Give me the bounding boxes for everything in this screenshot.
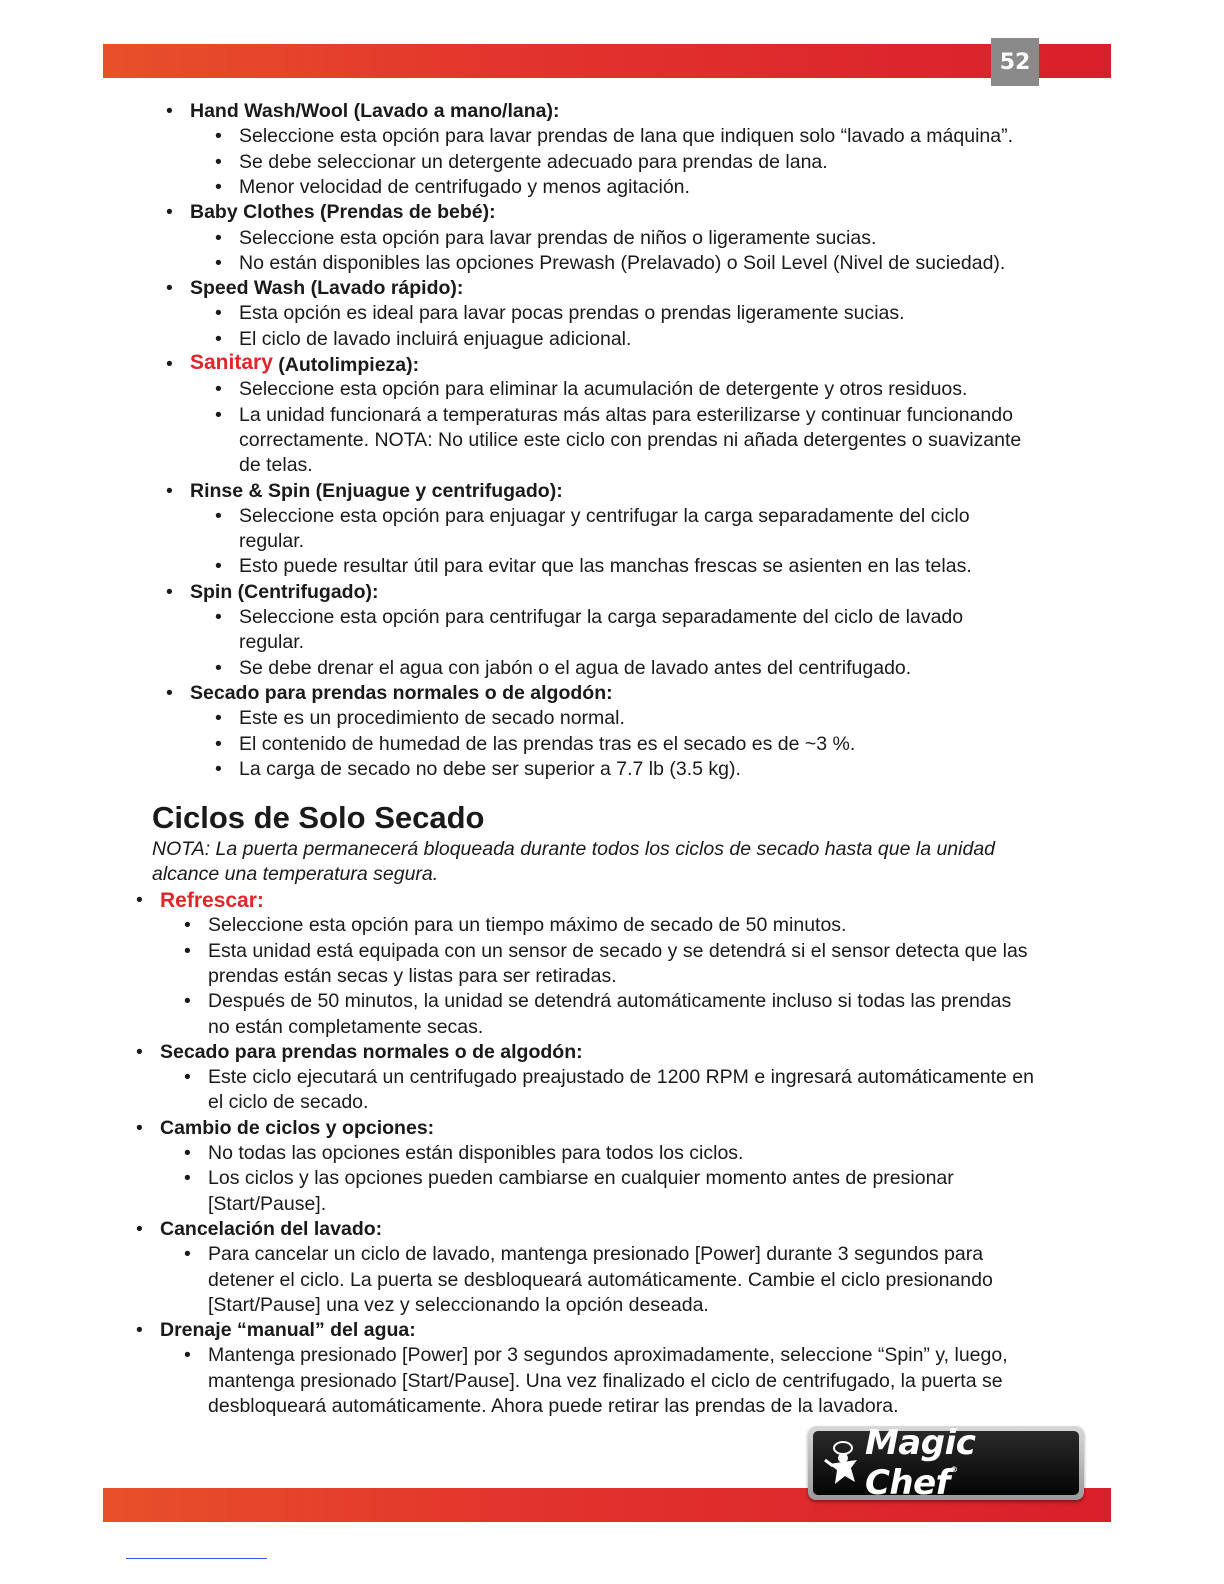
dry-detail-text: no están completamente secas. xyxy=(208,1015,484,1038)
dry-detail-text: Este ciclo ejecutará un centrifugado preajustado de 1200 RPM e ingresará automáticamente en xyxy=(208,1066,1034,1089)
bullet-icon: • xyxy=(215,327,222,350)
dry-detail-text: Esta unidad está equipada con un sensor de secado y se detendrá si el sensor detecta que las xyxy=(208,939,1028,962)
dry-heading xyxy=(136,1217,383,1242)
bullet-icon: • xyxy=(215,606,222,628)
cycle-detail xyxy=(215,757,741,782)
cycle-detail-text: El contenido de humedad de las prendas tras es el secado es de ~3 %. xyxy=(239,732,856,755)
cycle-detail-text: Seleccione esta opción para enjuagar y centrifugar la carga separadamente del ciclo xyxy=(239,504,970,527)
cycle-heading-text: Spin (Centrifugado): xyxy=(190,580,379,603)
dry-detail-text: el ciclo de secado. xyxy=(208,1091,369,1114)
bullet-icon: • xyxy=(215,757,222,780)
cycle-detail-text: Seleccione esta opción para eliminar la acumulación de detergente y otros residuos. xyxy=(239,378,968,401)
cycle-detail xyxy=(215,150,828,175)
dry-detail xyxy=(208,1268,993,1293)
section-note: NOTA: La puerta permanecerá bloqueada durante todos los ciclos de secado hasta que la unidad xyxy=(152,838,996,860)
bullet-icon: • xyxy=(215,175,222,198)
cycle-heading-text: Speed Wash (Lavado rápido): xyxy=(190,277,464,300)
cycle-detail xyxy=(215,504,970,529)
bullet-icon: • xyxy=(136,1116,143,1139)
bullet-icon: • xyxy=(215,555,222,578)
cycle-detail-text: Seleccione esta opción para lavar prendas de niños o ligeramente sucias. xyxy=(239,226,877,249)
dry-heading xyxy=(136,1318,416,1343)
cycle-detail-text: Se debe seleccionar un detergente adecuado para prendas de lana. xyxy=(239,150,828,173)
page-number: 52 xyxy=(991,38,1039,86)
dry-detail xyxy=(184,1141,744,1166)
bullet-icon: • xyxy=(215,504,222,527)
cycle-detail xyxy=(239,630,304,655)
cycle-detail xyxy=(215,327,632,352)
footer-link-underline xyxy=(126,1558,267,1559)
bullet-icon: • xyxy=(215,125,222,148)
bullet-icon: • xyxy=(215,656,222,679)
dry-detail-text: Para cancelar un ciclo de lavado, mantenga presionado [Power] durante 3 segundos para xyxy=(208,1243,984,1266)
dry-detail xyxy=(208,1015,483,1040)
dry-detail xyxy=(184,913,847,938)
cycle-detail-text: Esto puede resultar útil para evitar que las manchas frescas se asienten en las telas. xyxy=(239,555,972,578)
cycle-heading-text: Baby Clothes (Prendas de bebé): xyxy=(190,201,496,224)
bullet-icon: • xyxy=(184,1167,191,1190)
cycle-detail xyxy=(215,301,905,326)
bullet-icon: • xyxy=(184,1243,191,1266)
dry-detail-text: Los ciclos y las opciones pueden cambiarse en cualquier momento antes de presionar xyxy=(208,1167,954,1190)
section-note: alcance una temperatura segura. xyxy=(152,863,439,886)
bullet-icon: • xyxy=(166,353,173,375)
cycle-detail-text: La carga de secado no debe ser superior a 7.7 lb (3.5 kg). xyxy=(239,757,741,780)
dry-detail-text: prendas están secas y listas para ser retiradas. xyxy=(208,964,617,987)
bullet-icon: • xyxy=(215,302,222,325)
dry-heading-highlight: Refrescar: xyxy=(160,889,264,912)
bullet-icon: • xyxy=(166,681,173,704)
cycle-detail xyxy=(215,706,625,731)
cycle-detail-text: Este es un procedimiento de secado normal. xyxy=(239,707,625,730)
dry-detail xyxy=(184,1065,1034,1090)
cycle-detail-text: de telas. xyxy=(239,454,313,477)
logo-wordmark: Magic Chef® xyxy=(864,1423,976,1503)
dry-detail-text: Después de 50 minutos, la unidad se detendrá automáticamente incluso si todas las prendas xyxy=(208,990,1012,1013)
bullet-icon: • xyxy=(136,1040,143,1063)
cycle-heading-highlight: Sanitary xyxy=(190,351,273,374)
cycle-heading-text: Secado para prendas normales o de algodón: xyxy=(190,681,613,704)
bullet-icon: • xyxy=(215,226,222,249)
dry-detail xyxy=(208,1369,1003,1394)
bullet-icon: • xyxy=(215,403,222,426)
bullet-icon: • xyxy=(136,1319,143,1342)
cycle-heading xyxy=(166,681,613,706)
bullet-icon: • xyxy=(184,1344,191,1367)
cycle-detail-text: La unidad funcionará a temperaturas más altas para esterilizarse y continuar funcionando xyxy=(239,403,1013,426)
cycle-detail-text: regular. xyxy=(239,631,305,654)
dry-detail-text: [Start/Pause]. xyxy=(208,1192,327,1215)
dry-detail-text: No todas las opciones están disponibles para todos los ciclos. xyxy=(208,1142,744,1164)
dry-detail xyxy=(208,964,617,989)
dry-detail-text: Mantenga presionado [Power] por 3 segundos aproximadamente, seleccione “Spin” y, luego, xyxy=(208,1344,1008,1367)
cycle-detail xyxy=(215,175,690,200)
cycle-detail-text: regular. xyxy=(239,530,305,553)
cycle-heading xyxy=(166,580,379,605)
bullet-icon: • xyxy=(215,251,222,274)
cycle-detail-text: Seleccione esta opción para lavar prendas de lana que indiquen solo “lavado a máquina”. xyxy=(239,125,1014,148)
bullet-icon: • xyxy=(184,1066,191,1089)
cycle-heading-text: (Autolimpieza): xyxy=(278,354,420,376)
bullet-icon: • xyxy=(166,479,173,502)
bullet-icon: • xyxy=(136,889,143,911)
cycle-detail xyxy=(215,554,972,579)
dry-heading xyxy=(136,888,264,914)
bullet-icon: • xyxy=(215,378,222,401)
cycle-detail xyxy=(215,124,1014,149)
cycle-heading xyxy=(166,479,563,504)
bullet-icon: • xyxy=(136,1217,143,1240)
dry-detail-text: Seleccione esta opción para un tiempo máximo de secado de 50 minutos. xyxy=(208,914,847,937)
cycle-detail-text: Se debe drenar el agua con jabón o el agua de lavado antes del centrifugado. xyxy=(239,656,912,679)
dry-detail xyxy=(184,1242,984,1267)
cycle-detail xyxy=(215,226,877,251)
dry-detail-text: desbloqueará automáticamente. Ahora puede retirar las prendas de la lavadora. xyxy=(208,1395,899,1417)
dry-heading-text: Secado para prendas normales o de algodón: xyxy=(160,1040,583,1063)
cycle-heading xyxy=(166,99,560,124)
bullet-icon: • xyxy=(215,732,222,755)
magic-chef-logo xyxy=(808,1423,1084,1503)
cycle-detail xyxy=(215,656,912,681)
bullet-icon: • xyxy=(215,150,222,173)
bullet-icon: • xyxy=(215,707,222,730)
dry-detail xyxy=(184,989,1012,1014)
cycle-detail xyxy=(239,428,1021,453)
dry-detail xyxy=(184,1166,954,1191)
cycle-detail xyxy=(215,403,1013,428)
cycle-heading xyxy=(166,351,420,378)
bullet-icon: • xyxy=(184,939,191,962)
dry-detail xyxy=(208,1293,709,1318)
dry-heading-text: Cambio de ciclos y opciones: xyxy=(160,1116,435,1139)
cycle-heading-text: Hand Wash/Wool (Lavado a mano/lana): xyxy=(190,100,560,122)
bullet-icon: • xyxy=(184,1142,191,1164)
dry-detail xyxy=(184,939,1028,964)
cycle-heading xyxy=(166,276,464,301)
dry-heading-text: Cancelación del lavado: xyxy=(160,1217,383,1240)
dry-detail xyxy=(208,1394,899,1419)
cycle-detail xyxy=(215,605,964,630)
dry-heading xyxy=(136,1040,583,1065)
dry-heading-text: Drenaje “manual” del agua: xyxy=(160,1319,416,1342)
cycle-detail xyxy=(239,529,304,554)
cycle-heading xyxy=(166,200,496,225)
cycle-detail xyxy=(215,377,968,402)
bullet-icon: • xyxy=(166,100,173,122)
bullet-icon: • xyxy=(184,914,191,937)
cycle-detail xyxy=(215,732,856,757)
cycle-detail-text: correctamente. NOTA: No utilice este ciclo con prendas ni añada detergentes o suavizante xyxy=(239,428,1022,451)
cycle-detail-text: No están disponibles las opciones Prewash (Prelavado) o Soil Level (Nivel de suciedad). xyxy=(239,251,1006,274)
dry-detail xyxy=(208,1090,368,1115)
cycle-heading-text: Rinse & Spin (Enjuague y centrifugado): xyxy=(190,479,563,502)
cycle-detail-text: Seleccione esta opción para centrifugar la carga separadamente del ciclo de lavado xyxy=(239,606,964,628)
cycle-detail xyxy=(239,453,313,478)
dry-detail-text: detener el ciclo. La puerta se desbloqueará automáticamente. Cambie el ciclo presionando xyxy=(208,1268,993,1291)
dry-detail xyxy=(184,1343,1008,1368)
header-bar xyxy=(103,44,1111,78)
chef-icon xyxy=(821,1438,863,1488)
bullet-icon: • xyxy=(166,201,173,224)
cycle-detail-text: Esta opción es ideal para lavar pocas prendas o prendas ligeramente sucias. xyxy=(239,302,905,325)
bullet-icon: • xyxy=(166,277,173,300)
dry-detail-text: [Start/Pause] una vez y seleccionando la opción deseada. xyxy=(208,1293,709,1316)
bullet-icon: • xyxy=(166,580,173,603)
bullet-icon: • xyxy=(184,990,191,1013)
section-title: Ciclos de Solo Secado xyxy=(152,800,485,835)
dry-detail xyxy=(208,1192,326,1217)
cycle-detail-text: El ciclo de lavado incluirá enjuague adicional. xyxy=(239,327,632,350)
dry-heading xyxy=(136,1116,435,1141)
cycle-detail xyxy=(215,251,1006,276)
dry-detail-text: mantenga presionado [Start/Pause]. Una vez finalizado el ciclo de centrifugado, la puerta se xyxy=(208,1369,1003,1392)
cycle-detail-text: Menor velocidad de centrifugado y menos agitación. xyxy=(239,175,690,198)
